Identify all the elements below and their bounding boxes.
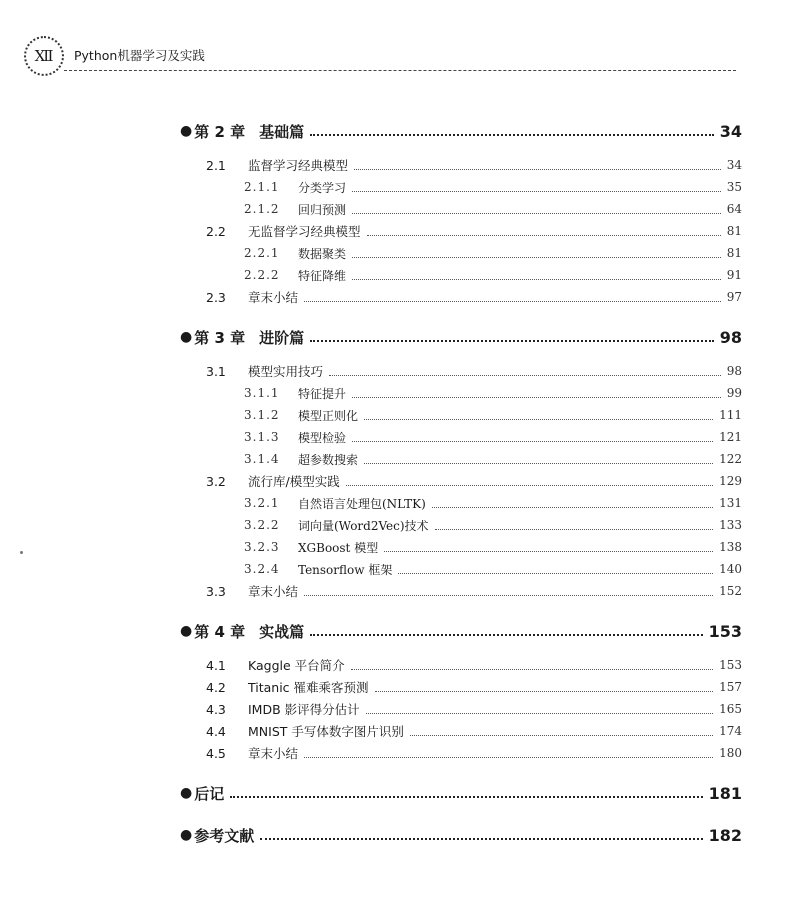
- entry-number: 3.1.4: [244, 452, 280, 466]
- toc-section-entry[interactable]: [180, 580, 742, 602]
- entry-number: 2.3: [206, 289, 226, 305]
- page-number: 165: [719, 702, 742, 716]
- dot-leader: [304, 595, 713, 596]
- entry-title: 无监督学习经典模型: [248, 224, 361, 239]
- dot-leader: [230, 796, 702, 798]
- page-number: 138: [719, 540, 742, 554]
- toc-chapter-entry[interactable]: [180, 822, 742, 848]
- page-number: 64: [726, 202, 742, 216]
- header-divider: [64, 70, 736, 71]
- entry-title: IMDB 影评得分估计: [248, 702, 360, 717]
- dot-leader: [432, 507, 713, 508]
- entry-number: 3.2.2: [244, 518, 280, 532]
- toc-section-entry[interactable]: [180, 720, 742, 742]
- entry-title: MNIST 手写体数字图片识别: [248, 724, 404, 739]
- dot-leader: [352, 397, 721, 398]
- entry-title: Tensorflow 框架: [298, 562, 393, 577]
- dot-leader: [352, 279, 721, 280]
- toc-subsection-entry[interactable]: [180, 514, 742, 536]
- page-number: Ⅻ: [34, 47, 54, 65]
- chapter-title: 后记: [194, 784, 225, 803]
- toc-subsection-entry[interactable]: [180, 536, 742, 558]
- entry-title: 自然语言处理包(NLTK): [298, 496, 426, 511]
- toc-section-entry[interactable]: [180, 698, 742, 720]
- entry-title: 词向量(Word2Vec)技术: [298, 518, 429, 533]
- entry-number: 3.1.2: [244, 408, 280, 422]
- entry-title: 模型检验: [298, 430, 347, 445]
- entry-number: 4.2: [206, 679, 226, 695]
- toc-subsection-entry[interactable]: [180, 558, 742, 580]
- toc-section-entry[interactable]: [180, 470, 742, 492]
- entry-number: 3.1: [206, 363, 226, 379]
- bullet-icon: ●: [180, 123, 193, 139]
- entry-number: 4.1: [206, 657, 226, 673]
- entry-title: 章末小结: [248, 290, 299, 305]
- dot-leader: [346, 485, 713, 486]
- page-number: 34: [726, 158, 742, 172]
- toc-subsection-entry[interactable]: [180, 176, 742, 198]
- entry-number: 2.2.2: [244, 268, 280, 282]
- page-number: 35: [726, 180, 742, 194]
- toc-subsection-entry[interactable]: [180, 492, 742, 514]
- page-number: 180: [719, 746, 742, 760]
- dot-leader: [351, 669, 713, 670]
- toc-chapter-entry[interactable]: [180, 324, 742, 350]
- toc-subsection-entry[interactable]: [180, 382, 742, 404]
- page-number: 152: [719, 584, 742, 598]
- dot-leader: [310, 634, 702, 636]
- entry-number: 2.2: [206, 223, 226, 239]
- toc-subsection-entry[interactable]: [180, 448, 742, 470]
- page-number: 98: [726, 364, 742, 378]
- page-number: 111: [719, 408, 742, 422]
- bullet-icon: ●: [180, 785, 193, 801]
- toc-section-entry[interactable]: [180, 654, 742, 676]
- page-number: 153: [719, 658, 742, 672]
- chapter-title: 进阶篇: [259, 328, 305, 347]
- entry-number: 4.5: [206, 745, 226, 761]
- dot-leader: [364, 463, 713, 464]
- dot-leader: [352, 257, 721, 258]
- entry-title: 数据聚类: [298, 246, 347, 261]
- page-number: 133: [719, 518, 742, 532]
- entry-title: 模型实用技巧: [248, 364, 324, 379]
- toc-chapter-entry[interactable]: [180, 118, 742, 144]
- dot-leader: [410, 735, 713, 736]
- page-number-badge: [24, 36, 64, 76]
- entry-title: Kaggle 平台简介: [248, 658, 345, 673]
- entry-title: 特征降维: [298, 268, 347, 283]
- entry-number: 3.2.3: [244, 540, 280, 554]
- page-number: 91: [726, 268, 742, 282]
- page-number: 81: [726, 224, 742, 238]
- toc-subsection-entry[interactable]: [180, 198, 742, 220]
- page-number: 157: [719, 680, 742, 694]
- entry-title: 分类学习: [298, 180, 347, 195]
- page-number: 182: [708, 825, 742, 845]
- toc-chapter-entry[interactable]: [180, 780, 742, 806]
- entry-title: 回归预测: [298, 202, 347, 217]
- dot-leader: [310, 340, 714, 342]
- toc-section-entry[interactable]: [180, 286, 742, 308]
- entry-number: 3.2: [206, 473, 226, 489]
- chapter-title: 基础篇: [259, 122, 305, 141]
- page-number: 140: [719, 562, 742, 576]
- chapter-title: 实战篇: [259, 622, 305, 641]
- page-number: 181: [708, 783, 742, 803]
- entry-title: 超参数搜索: [298, 452, 359, 467]
- dot-leader: [398, 573, 713, 574]
- entry-number: 2.2.1: [244, 246, 280, 260]
- dot-leader: [329, 375, 721, 376]
- page-number: 98: [719, 327, 742, 347]
- toc-section-entry[interactable]: [180, 676, 742, 698]
- dot-leader: [310, 134, 714, 136]
- page-number: 129: [719, 474, 742, 488]
- page-number: 153: [708, 621, 742, 641]
- entry-number: 3.2.4: [244, 562, 280, 576]
- dot-leader: [354, 169, 721, 170]
- entry-number: 3.2.1: [244, 496, 280, 510]
- bullet-icon: ●: [180, 623, 193, 639]
- entry-number: 4.3: [206, 701, 226, 717]
- dot-leader: [435, 529, 714, 530]
- entry-title: 流行库/模型实践: [248, 474, 340, 489]
- dot-leader: [304, 301, 721, 302]
- dot-leader: [304, 757, 713, 758]
- toc-section-entry[interactable]: [180, 360, 742, 382]
- entry-number: 3.3: [206, 583, 226, 599]
- scan-speck: [20, 551, 23, 554]
- chapter-number: 第 4 章: [194, 622, 246, 641]
- dot-leader: [352, 213, 721, 214]
- toc-subsection-entry[interactable]: [180, 426, 742, 448]
- toc-subsection-entry[interactable]: [180, 404, 742, 426]
- chapter-number: 第 2 章: [194, 122, 246, 141]
- page-header: [24, 36, 736, 76]
- book-title: Python机器学习及实践: [74, 48, 205, 63]
- toc-chapter-entry[interactable]: [180, 618, 742, 644]
- chapter-number: 第 3 章: [194, 328, 246, 347]
- entry-number: 2.1.1: [244, 180, 280, 194]
- page-number: 34: [719, 121, 742, 141]
- entry-title: 章末小结: [248, 746, 299, 761]
- entry-number: 2.1.2: [244, 202, 280, 216]
- dot-leader: [260, 838, 702, 840]
- toc-section-entry[interactable]: [180, 220, 742, 242]
- entry-number: 3.1.3: [244, 430, 280, 444]
- toc-subsection-entry[interactable]: [180, 264, 742, 286]
- page-number: 121: [719, 430, 742, 444]
- chapter-title: 参考文献: [194, 826, 255, 845]
- entry-title: 章末小结: [248, 584, 299, 599]
- toc-subsection-entry[interactable]: [180, 242, 742, 264]
- bullet-icon: ●: [180, 827, 193, 843]
- page-number: 99: [726, 386, 742, 400]
- page-number: 81: [726, 246, 742, 260]
- dot-leader: [384, 551, 713, 552]
- entry-number: 4.4: [206, 723, 226, 739]
- dot-leader: [367, 235, 721, 236]
- dot-leader: [375, 691, 714, 692]
- entry-number: 3.1.1: [244, 386, 280, 400]
- entry-number: 2.1: [206, 157, 226, 173]
- entry-title: 监督学习经典模型: [248, 158, 349, 173]
- table-of-contents: [180, 118, 742, 864]
- dot-leader: [352, 441, 713, 442]
- page-number: 122: [719, 452, 742, 466]
- dot-leader: [366, 713, 713, 714]
- toc-section-entry[interactable]: [180, 154, 742, 176]
- entry-title: Titanic 罹难乘客预测: [248, 680, 369, 695]
- page-number: 131: [719, 496, 742, 510]
- entry-title: XGBoost 模型: [298, 540, 379, 555]
- entry-title: 模型正则化: [298, 408, 359, 423]
- dot-leader: [364, 419, 713, 420]
- entry-title: 特征提升: [298, 386, 347, 401]
- dot-leader: [352, 191, 721, 192]
- page-number: 97: [726, 290, 742, 304]
- bullet-icon: ●: [180, 329, 193, 345]
- toc-section-entry[interactable]: [180, 742, 742, 764]
- page-number: 174: [719, 724, 742, 738]
